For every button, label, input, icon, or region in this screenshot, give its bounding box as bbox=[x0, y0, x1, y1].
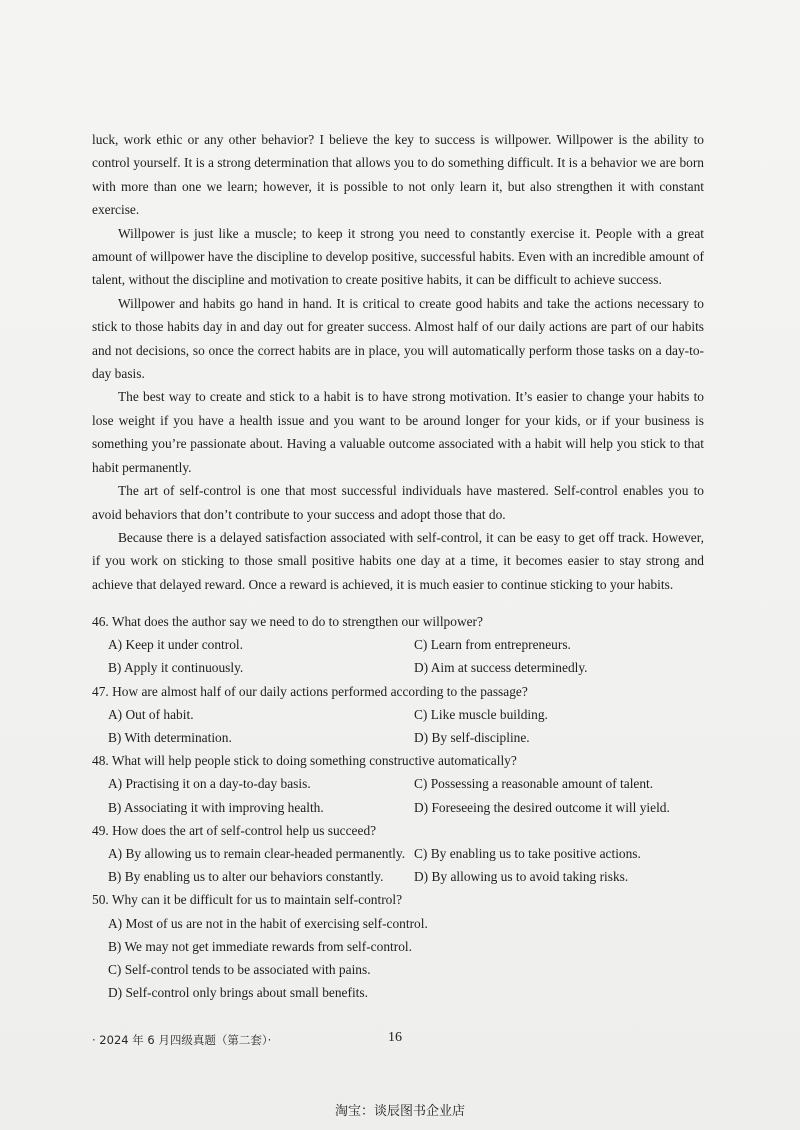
page-number: 16 bbox=[388, 1030, 402, 1045]
option-d: D) Aim at success determinedly. bbox=[414, 660, 588, 676]
option-d: D) Self-control only brings about small benefits. bbox=[108, 985, 368, 1001]
option-row bbox=[92, 865, 712, 888]
passage-paragraph-3: Willpower and habits go hand in hand. It is critical to create good habits and take the actions necessary to stick to those habits day in and day out for greater success. Almost half of our daily actions are part of our habits and not decisions, so once the correct habits are in place, you will automatically perform those tasks on a day-to-day basis. bbox=[92, 295, 704, 382]
option-b: B) We may not get immediate rewards from self-control. bbox=[108, 938, 412, 954]
option-a: A) Out of habit. bbox=[108, 706, 194, 722]
option-b: B) Associating it with improving health. bbox=[108, 799, 324, 815]
option-d: D) By self-discipline. bbox=[414, 730, 530, 746]
question-46 bbox=[92, 610, 712, 680]
question-stem: 49. How does the art of self-control help us succeed? bbox=[92, 822, 377, 838]
passage-paragraph-5: The art of self-control is one that most successful individuals have mastered. Self-control enables you to avoid behaviors that don’t contribute to your success and adopt those that do. bbox=[92, 483, 704, 522]
option-row bbox=[92, 772, 712, 795]
option-row bbox=[92, 633, 712, 656]
reading-passage bbox=[92, 128, 704, 596]
option-b: B) Apply it continuously. bbox=[108, 660, 244, 676]
option-row bbox=[92, 842, 712, 865]
option-a: A) Most of us are not in the habit of exercising self-control. bbox=[108, 915, 428, 931]
option-row bbox=[92, 796, 712, 819]
passage-paragraph-4: The best way to create and stick to a habit is to have strong motivation. It’s easier to change your habits to lose weight if you have a health issue and you want to be around longer for your kids, or if your business is something you’re passionate about. Having a valuable outcome associated with a habit will help you stick to that habit permanently. bbox=[92, 389, 704, 475]
option-a: A) Practising it on a day-to-day basis. bbox=[108, 776, 311, 792]
option-row bbox=[92, 703, 712, 726]
option-b: B) With determination. bbox=[108, 730, 232, 746]
option-row bbox=[92, 656, 712, 679]
question-stem: 47. How are almost half of our daily actions performed according to the passage? bbox=[92, 683, 528, 699]
option-a: A) By allowing us to remain clear-headed permanently. bbox=[108, 846, 406, 862]
question-49 bbox=[92, 819, 712, 889]
passage-paragraph-6: Because there is a delayed satisfaction associated with self-control, it can be easy to get off track. However, if you work on sticking to those small positive habits one day at a time, it becomes easier to stay strong and achieve that delayed reward. Once a reward is achieved, it is much easier to continue sticking to your habits. bbox=[92, 529, 704, 592]
passage-paragraph-1: luck, work ethic or any other behavior? I believe the key to success is willpower. Willpower is the ability to control yourself. It is a strong determination that allows you to do something difficult. It is a behavior we are born with more than one we learn; however, it is possible to not only learn it, but also strengthen it with constant exercise. bbox=[92, 132, 704, 218]
option-c: C) Like muscle building. bbox=[414, 706, 548, 722]
question-list bbox=[92, 610, 712, 1004]
option-d: D) By allowing us to avoid taking risks. bbox=[414, 869, 629, 885]
option-a: A) Keep it under control. bbox=[108, 637, 243, 653]
option-b: B) By enabling us to alter our behaviors constantly. bbox=[108, 869, 384, 885]
passage-paragraph-2: Willpower is just like a muscle; to keep it strong you need to constantly exercise it. People with a great amount of willpower have the discipline to develop positive, successful habits. Even with an incredible amount of talent, without the discipline and motivation to create positive habits, it can be difficult to achieve success. bbox=[92, 225, 704, 288]
question-stem: 50. Why can it be difficult for us to maintain self-control? bbox=[92, 892, 403, 908]
shop-watermark: 淘宝：谈辰图书企业店 bbox=[334, 1104, 465, 1119]
option-row bbox=[92, 726, 712, 749]
question-47 bbox=[92, 680, 712, 750]
option-c: C) Self-control tends to be associated with pains. bbox=[108, 962, 371, 978]
question-stem: 48. What will help people stick to doing something constructive automatically? bbox=[92, 753, 517, 769]
option-c: C) Learn from entrepreneurs. bbox=[414, 637, 571, 653]
exam-footer-label: · 2024 年 6 月四级真题（第二套）· bbox=[92, 1033, 272, 1047]
question-50 bbox=[92, 888, 712, 1004]
option-c: C) Possessing a reasonable amount of talent. bbox=[414, 776, 654, 792]
question-48 bbox=[92, 749, 712, 819]
option-d: D) Foreseeing the desired outcome it will yield. bbox=[414, 799, 670, 815]
option-c: C) By enabling us to take positive actions. bbox=[414, 846, 641, 862]
question-stem: 46. What does the author say we need to do to strengthen our willpower? bbox=[92, 614, 483, 629]
